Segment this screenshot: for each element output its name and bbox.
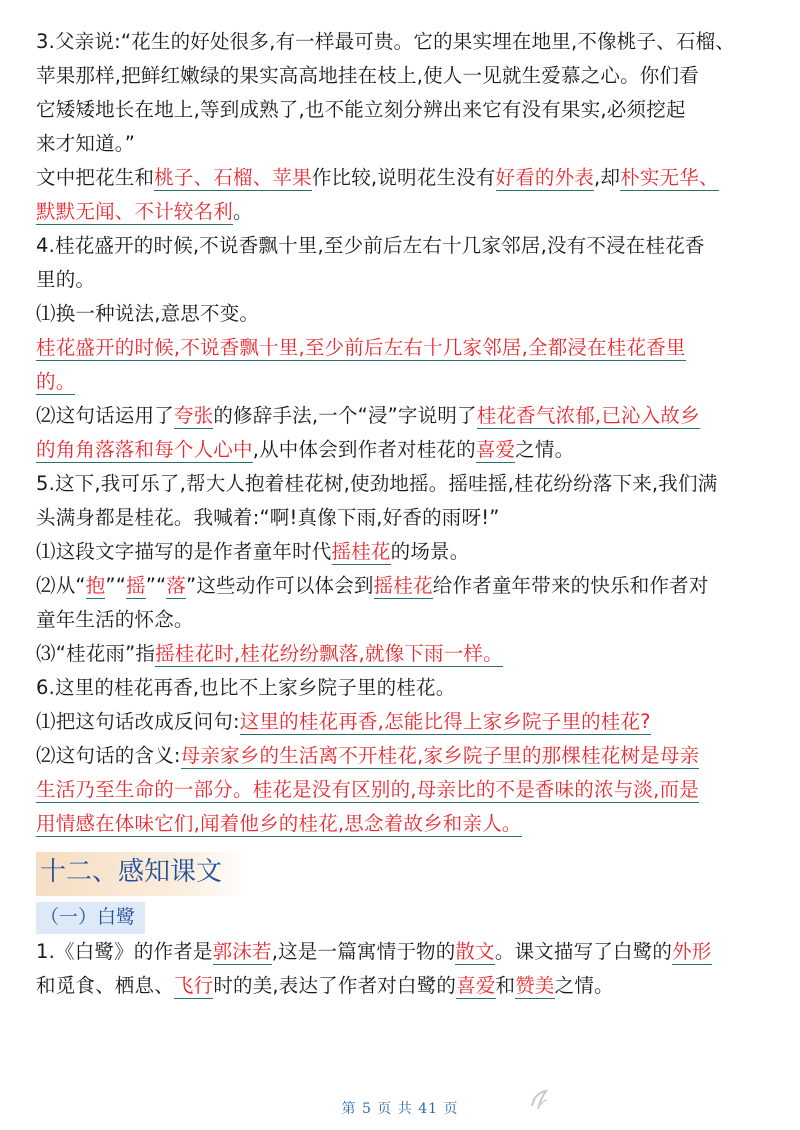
- text-span: ,这是一篇寓情于物的: [271, 940, 456, 963]
- answer-span: 散文: [455, 940, 495, 963]
- answer-line: [36, 778, 766, 812]
- text-span: ⑶“桂花雨”指: [36, 642, 156, 665]
- text-span: ,却: [594, 166, 621, 189]
- text-line: 5.这下,我可乐了,帮大人抱着桂花树,使劲地摇。摇哇摇,桂花纷纷落下来,我们满: [36, 472, 718, 495]
- answer-span: 默默无闻、不计较名利: [36, 200, 234, 223]
- answer-span: 喜爱: [475, 438, 516, 461]
- answer-span: 石榴: [213, 166, 253, 189]
- text-span: 和觅食、栖息、: [36, 974, 174, 997]
- text-line: 头满身都是桂花。我喊着:“啊!真像下雨,好香的雨呀!”: [36, 506, 500, 529]
- answer-span: 夸张: [173, 404, 214, 427]
- answer-span: 桂花香气浓郁,已沁入故乡: [476, 404, 700, 427]
- text-line: 童年生活的怀念。: [36, 608, 194, 631]
- text-span: 和: [495, 974, 516, 997]
- answer-span: 的角角落落和每个人心中: [36, 438, 253, 461]
- answer-line: [36, 744, 766, 778]
- text-span: 1.《白鹭》的作者是: [36, 940, 213, 963]
- answer-line: [36, 336, 766, 370]
- answer-span: 、: [252, 166, 273, 189]
- text-line: 6.这里的桂花再香,也比不上家乡院子里的桂花。: [36, 676, 456, 699]
- text-span: ”这些动作可以体会到: [186, 574, 374, 597]
- answer-span: 摇: [126, 574, 146, 597]
- answer-line: [36, 710, 766, 744]
- answer-line: [36, 974, 766, 1008]
- text-span: 之情。: [515, 438, 575, 461]
- text-span: 作比较,说明花生没有: [311, 166, 496, 189]
- text-line: 苹果那样,把鲜红嫩绿的果实高高地挂在枝上,使人一见就生爱慕之心。你们看: [36, 64, 699, 87]
- answer-span: 生活乃至生命的一部分。桂花是没有区别的,母亲比的不是香味的浓与淡,而是: [36, 778, 699, 801]
- text-span: 给作者童年带来的快乐和作者对: [432, 574, 709, 597]
- text-line: 3.父亲说:“花生的好处很多,有一样最可贵。它的果实埋在地里,不像桃子、石榴、: [36, 30, 735, 53]
- subsection-title: （一）白鹭: [36, 902, 145, 934]
- answer-span: 的。: [36, 370, 76, 393]
- answer-span: 摇桂花时,桂花纷纷飘落,就像下雨一样。: [155, 642, 503, 665]
- answer-line: [36, 166, 766, 200]
- answer-line: [36, 940, 766, 974]
- answer-span: 好看的外表: [495, 166, 595, 189]
- answer-span: 桂花盛开的时候,不说香飘十里,至少前后左右十几家邻居,全都浸在桂花香里: [36, 336, 686, 359]
- text-line: 它矮矮地长在地上,等到成熟了,也不能立刻分辨出来它有没有果实,必须挖起: [36, 98, 686, 121]
- text-span: ⑴把这句话改成反问句:: [36, 710, 240, 733]
- answer-line: [36, 574, 766, 608]
- answer-span: 喜爱: [456, 974, 496, 997]
- text-span: ⑴这段文字描写的是作者童年时代: [36, 540, 332, 563]
- watermark-icon: [528, 1088, 550, 1112]
- text-span: 之情。: [554, 974, 614, 997]
- answer-span: 苹果: [272, 166, 312, 189]
- text-span: ”“: [145, 574, 167, 597]
- text-line: 来才知道。”: [36, 132, 136, 155]
- section-title: 十二、感知课文: [36, 852, 248, 896]
- text-span: ⑵从“: [36, 574, 86, 597]
- answer-span: 赞美: [515, 974, 555, 997]
- answer-span: 外形: [672, 940, 712, 963]
- text-span: 文中把花生和: [36, 166, 155, 189]
- text-span: ⑵这句话运用了: [36, 404, 174, 427]
- answer-span: 郭沫若: [212, 940, 272, 963]
- text-line: 里的。: [36, 268, 96, 291]
- answer-line: [36, 370, 766, 404]
- answer-span: 用情感在体味它们,闻着他乡的桂花,思念着故乡和亲人。: [36, 812, 522, 835]
- answer-line: [36, 540, 766, 574]
- answer-line: [36, 812, 766, 846]
- answer-span: 、: [193, 166, 214, 189]
- text-span: 时的美,表达了作者对白鹭的: [213, 974, 457, 997]
- answer-span: 这里的桂花再香,怎能比得上家乡院子里的桂花?: [239, 710, 651, 733]
- subsection-header: [36, 896, 766, 934]
- answer-span: 桃子: [154, 166, 194, 189]
- text-span: 。课文描写了白鹭的: [494, 940, 673, 963]
- text-span: ⑵这句话的含义:: [36, 744, 181, 767]
- answer-line: [36, 404, 766, 438]
- text-line: 4.桂花盛开的时候,不说香飘十里,至少前后左右十几家邻居,没有不浸在桂花香: [36, 234, 705, 257]
- answer-span: 母亲家乡的生活离不开桂花,家乡院子里的那棵桂花树是母亲: [180, 744, 700, 767]
- text-line: ⑴换一种说法,意思不变。: [36, 302, 260, 325]
- answer-span: 飞行: [173, 974, 214, 997]
- text-span: ”“: [105, 574, 127, 597]
- answer-span: 摇桂花: [373, 574, 433, 597]
- text-span: ,从中体会到作者对桂花的: [252, 438, 476, 461]
- document-page: [36, 30, 766, 1008]
- text-span: 的场景。: [390, 540, 470, 563]
- answer-span: 抱: [85, 574, 106, 597]
- answer-span: 摇桂花: [331, 540, 391, 563]
- answer-span: 朴实无华、: [620, 166, 719, 189]
- page-footer: 第 5 页 共 41 页: [341, 1101, 459, 1117]
- answer-line: [36, 200, 766, 234]
- answer-span: 落: [166, 574, 187, 597]
- answer-line: [36, 438, 766, 472]
- text-span: 的修辞手法,一个“浸”字说明了: [213, 404, 477, 427]
- text-span: 。: [233, 200, 253, 223]
- section-header: [36, 846, 766, 896]
- answer-line: [36, 642, 766, 676]
